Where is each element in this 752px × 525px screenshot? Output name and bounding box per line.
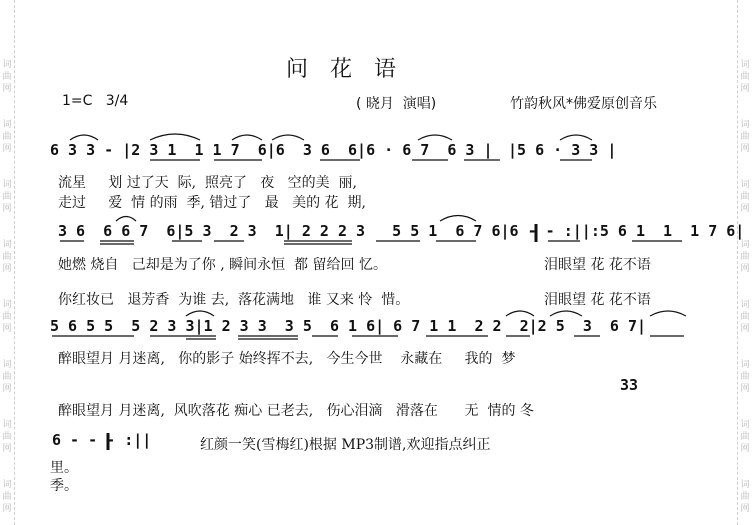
watermark-char: 网 bbox=[2, 384, 12, 394]
singer-credit: ( 晓月 演唱) bbox=[356, 96, 437, 112]
watermark-char: 曲 bbox=[2, 132, 12, 142]
slur bbox=[550, 311, 582, 316]
key-and-time-signature: 1=C 3/4 bbox=[62, 93, 129, 109]
watermark-char: 网 bbox=[2, 324, 12, 334]
watermark-char: 网 bbox=[740, 264, 750, 274]
watermark-char: 曲 bbox=[2, 192, 12, 202]
ending-lyric-1: 里。 bbox=[50, 460, 78, 476]
watermark-char: 网 bbox=[740, 204, 750, 214]
lyrics-line-3-verse-1: 醉眼望月 月迷离, 你的影子 始终挥不去, 今生今世 永藏在 我的 梦 bbox=[58, 351, 516, 367]
slur bbox=[418, 135, 452, 140]
lyrics-line-2-verse-1: 她燃 烧自 己却是为了你 , 瞬间永恒 都 留给回 忆。 bbox=[58, 257, 387, 273]
watermark-char: 网 bbox=[740, 324, 750, 334]
lyrics-line-2-verse-1-right: 泪眼望 花 花不语 bbox=[544, 257, 651, 273]
slur bbox=[232, 135, 262, 140]
slur bbox=[560, 135, 592, 140]
watermark-char: 词 bbox=[2, 360, 12, 370]
slur bbox=[650, 311, 686, 316]
slur bbox=[150, 134, 200, 140]
watermark-char: 曲 bbox=[740, 372, 750, 382]
watermark-char: 曲 bbox=[2, 72, 12, 82]
watermark-char: 曲 bbox=[2, 252, 12, 262]
watermark-char: 词 bbox=[740, 180, 750, 190]
watermark-char: 词 bbox=[740, 300, 750, 310]
slur bbox=[506, 311, 534, 316]
slur bbox=[70, 135, 98, 140]
watermark-char: 词 bbox=[2, 480, 12, 490]
watermark-char: 词 bbox=[2, 420, 12, 430]
watermark-char: 网 bbox=[2, 84, 12, 94]
watermark-char: 网 bbox=[740, 384, 750, 394]
lyrics-line-1-verse-2: 走过 爱 情 的雨 季, 错过了 最 美的 花 期, bbox=[58, 195, 366, 211]
watermark-char: 曲 bbox=[740, 192, 750, 202]
notation-small-33: 33 bbox=[620, 376, 639, 394]
watermark-char: 曲 bbox=[2, 372, 12, 382]
slur bbox=[116, 217, 136, 222]
slur bbox=[272, 135, 304, 140]
watermark-char: 网 bbox=[2, 204, 12, 214]
watermark-char: 词 bbox=[740, 360, 750, 370]
watermark-char: 曲 bbox=[740, 132, 750, 142]
watermark-char: 曲 bbox=[2, 312, 12, 322]
watermark-char: 网 bbox=[740, 504, 750, 514]
notation-line-1: 6 3 3 - |2 3 1 1 1 7 6|6 3 6 6|6 · 6 7 6 3 | bbox=[50, 141, 493, 159]
watermark-char: 曲 bbox=[740, 492, 750, 502]
lyrics-line-1-verse-1: 流星 划 过了天 际, 照亮了 夜 空的美 丽, bbox=[58, 175, 358, 191]
lyrics-line-2-verse-2-right: 泪眼望 花 花不语 bbox=[544, 292, 651, 308]
watermark-char: 网 bbox=[2, 444, 12, 454]
watermark-char: 词 bbox=[740, 60, 750, 70]
watermark-char: 词 bbox=[2, 240, 12, 250]
lyrics-line-2-verse-2: 你红妆已 退芳香 为谁 去, 落花满地 谁 又来 怜 惜。 bbox=[58, 292, 410, 308]
watermark-char: 词 bbox=[740, 240, 750, 250]
slur bbox=[186, 311, 214, 316]
watermark-char: 词 bbox=[2, 300, 12, 310]
notation-line-1-tail: |5 6 · 3 3 | bbox=[508, 141, 617, 159]
notation-line-2: 3 6 6 6 7 6|5 3 2 3 1| 2 2 2 3 5 5 1 6 7 6|6 - - :||:5 6 1 1 1 7 6| bbox=[58, 222, 745, 240]
watermark-char: 词 bbox=[2, 180, 12, 190]
watermark-char: 曲 bbox=[740, 72, 750, 82]
notation-line-4: 6 - - - :|| bbox=[52, 431, 152, 449]
watermark-char: 网 bbox=[2, 264, 12, 274]
watermark-char: 词 bbox=[740, 120, 750, 130]
watermark-char: 曲 bbox=[740, 312, 750, 322]
slur bbox=[440, 216, 476, 222]
lyrics-line-3-verse-2: 醉眼望月 月迷离, 风吹落花 痴心 已老去, 伤心泪滴 滑落在 无 情的 冬 bbox=[58, 403, 534, 419]
song-title: 问花语 bbox=[286, 57, 419, 82]
ending-lyric-2: 季。 bbox=[50, 478, 78, 494]
watermark-char: 网 bbox=[2, 144, 12, 154]
watermark-char: 曲 bbox=[2, 432, 12, 442]
watermark-char: 曲 bbox=[2, 492, 12, 502]
watermark-char: 曲 bbox=[740, 432, 750, 442]
watermark-char: 网 bbox=[740, 144, 750, 154]
watermark-char: 网 bbox=[740, 84, 750, 94]
watermark-char: 词 bbox=[2, 120, 12, 130]
watermark-char: 词 bbox=[740, 420, 750, 430]
watermark-char: 网 bbox=[2, 504, 12, 514]
transcriber-note: 红颜一笑(雪梅红)根据 MP3制谱,欢迎指点纠正 bbox=[200, 437, 491, 453]
watermark-char: 网 bbox=[740, 444, 750, 454]
author-credit: 竹韵秋风*佛爱原创音乐 bbox=[510, 96, 657, 112]
notation-line-3: 5 6 5 5 5 2 3 3|1 2 3 3 3 5 6 1 6| 6 7 1 1 2 2 2|2 5 3 6 7| bbox=[50, 317, 647, 335]
watermark-char: 词 bbox=[2, 60, 12, 70]
watermark-char: 曲 bbox=[740, 252, 750, 262]
watermark-char: 词 bbox=[740, 480, 750, 490]
